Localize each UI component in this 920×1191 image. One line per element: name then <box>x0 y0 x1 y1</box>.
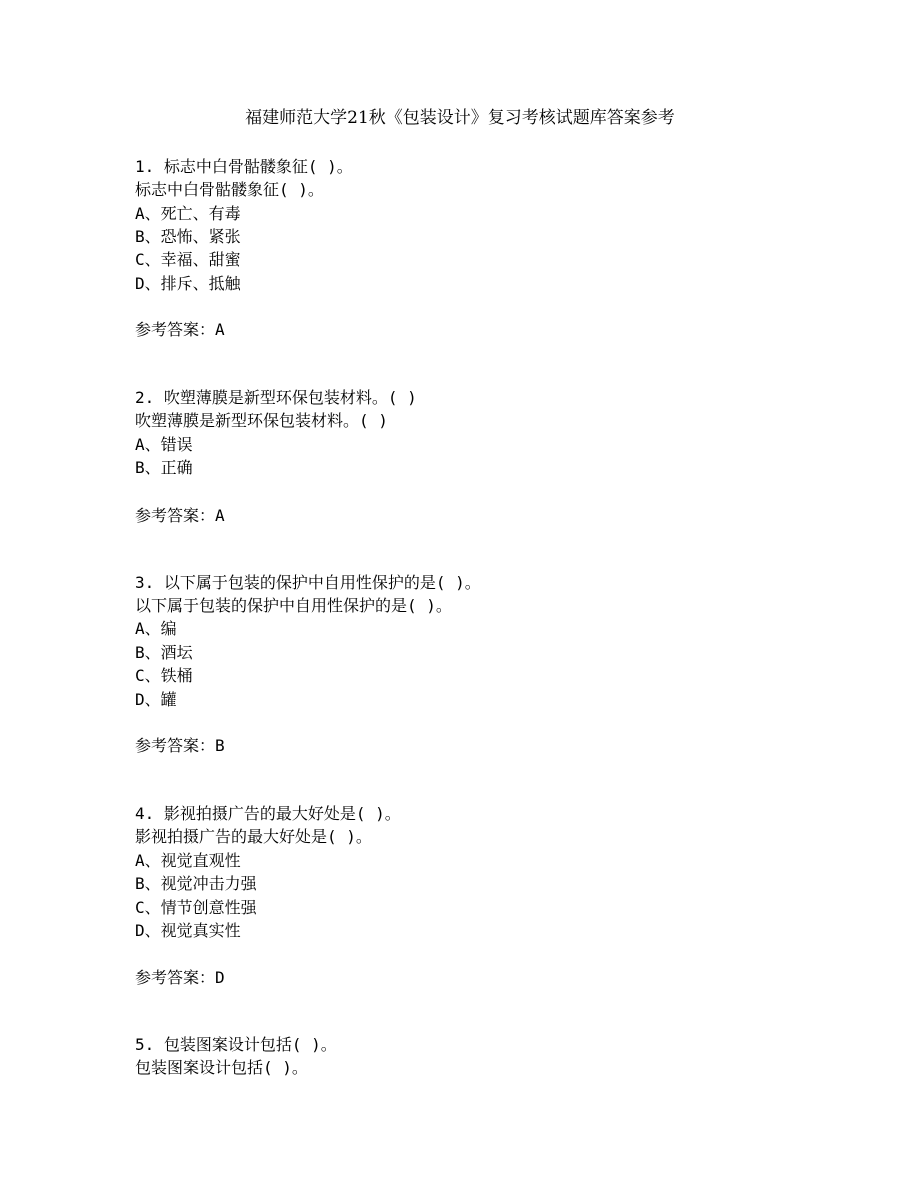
option-d: D、视觉真实性 <box>135 921 241 940</box>
answer-line: 参考答案：A <box>135 506 225 525</box>
answer-line: 参考答案：D <box>135 968 225 987</box>
answer-line: 参考答案：B <box>135 736 225 755</box>
option-a: A、死亡、有毒 <box>135 204 241 223</box>
option-a: A、错误 <box>135 435 193 454</box>
question-heading: 2. 吹塑薄膜是新型环保包装材料。( ) <box>135 388 417 407</box>
question-stem: 影视拍摄广告的最大好处是( )。 <box>135 827 372 846</box>
question-stem: 吹塑薄膜是新型环保包装材料。( ) <box>135 411 388 430</box>
option-b: B、酒坛 <box>135 643 193 662</box>
option-d: D、罐 <box>135 690 177 709</box>
question-stem: 包装图案设计包括( )。 <box>135 1058 308 1077</box>
option-d: D、排斥、抵触 <box>135 274 241 293</box>
answer-line: 参考答案：A <box>135 320 225 339</box>
question-heading: 5. 包装图案设计包括( )。 <box>135 1035 337 1054</box>
option-b: B、恐怖、紧张 <box>135 227 241 246</box>
option-b: B、视觉冲击力强 <box>135 874 257 893</box>
question-heading: 4. 影视拍摄广告的最大好处是( )。 <box>135 804 401 823</box>
option-c: C、铁桶 <box>135 666 193 685</box>
option-c: C、幸福、甜蜜 <box>135 250 241 269</box>
option-a: A、视觉直观性 <box>135 851 241 870</box>
option-c: C、情节创意性强 <box>135 898 257 917</box>
question-heading: 1. 标志中白骨骷髅象征( )。 <box>135 157 353 176</box>
option-b: B、正确 <box>135 458 193 477</box>
option-a: A、编 <box>135 619 177 638</box>
document-title: 福建师范大学21秋《包装设计》复习考核试题库答案参考 <box>245 108 675 128</box>
question-stem: 以下属于包装的保护中自用性保护的是( )。 <box>135 596 452 615</box>
question-heading: 3. 以下属于包装的保护中自用性保护的是( )。 <box>135 573 481 592</box>
question-stem: 标志中白骨骷髅象征( )。 <box>135 180 324 199</box>
